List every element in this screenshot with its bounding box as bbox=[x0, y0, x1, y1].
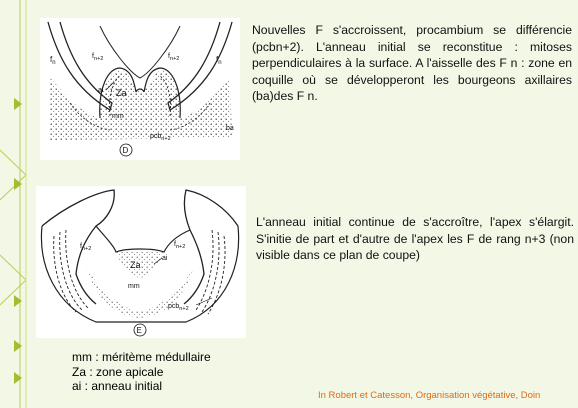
bullet-arrow-5 bbox=[14, 372, 22, 384]
legend-item-mm: mm : méritème médullaire bbox=[72, 350, 211, 364]
label-mm: mm bbox=[128, 283, 140, 290]
figure-apex-d-drawing bbox=[40, 18, 240, 160]
label-ai: ai bbox=[162, 255, 168, 262]
label-za: Za bbox=[130, 260, 141, 270]
label-ba: ba bbox=[226, 125, 234, 132]
legend-item-za: Za : zone apicale bbox=[72, 364, 164, 379]
label-fn-right: $f_n$ bbox=[216, 55, 222, 66]
source-credit: In Robert et Catesson, Organisation végétative, Doin bbox=[318, 390, 541, 401]
figure-letter: E bbox=[136, 326, 142, 335]
figure-letter: D bbox=[122, 146, 129, 155]
label-pcb: pcb$_{n+2}$ bbox=[150, 133, 171, 142]
label-fn2-left: $f_{n+2}$ bbox=[80, 243, 92, 252]
bullet-arrow-3 bbox=[14, 295, 22, 307]
label-za: Za bbox=[116, 88, 127, 98]
label-fn2-right: $f_{n+2}$ bbox=[174, 241, 186, 250]
label-fn2-right: $f_{n+2}$ bbox=[168, 53, 180, 62]
figure-apex-d bbox=[40, 18, 240, 160]
label-pcb: pcb$_{n+2}$ bbox=[168, 303, 189, 312]
label-fn2-left: $f_{n+2}$ bbox=[92, 53, 104, 62]
figure-apex-e bbox=[36, 186, 246, 338]
label-mm: mm bbox=[112, 113, 124, 120]
bullet-arrow-1 bbox=[14, 98, 22, 110]
label-ai: ai bbox=[98, 87, 104, 94]
figure-apex-e-drawing bbox=[36, 186, 246, 338]
legend bbox=[72, 350, 211, 394]
description-bottom: L'anneau initial continue de s'accroître, l'apex s'élargit. S'initie de part et d'autre de l'apex les F de rang n+3 (non visible dans ce plan de coupe) bbox=[256, 215, 574, 262]
bullet-arrow-4 bbox=[14, 340, 22, 352]
description-top: Nouvelles F s'accroissent, procambium se différencie (pcbn+2). L'anneau initial se reconstitue : mitoses perpendiculaires à la surface. A l'aisselle des F n : zone en coquille où se développeront les bourgeons axillaires (ba)des F n. bbox=[252, 23, 572, 103]
label-fn-left: $f_n$ bbox=[50, 55, 56, 66]
legend-item-ai: ai : anneau initial bbox=[72, 379, 163, 393]
